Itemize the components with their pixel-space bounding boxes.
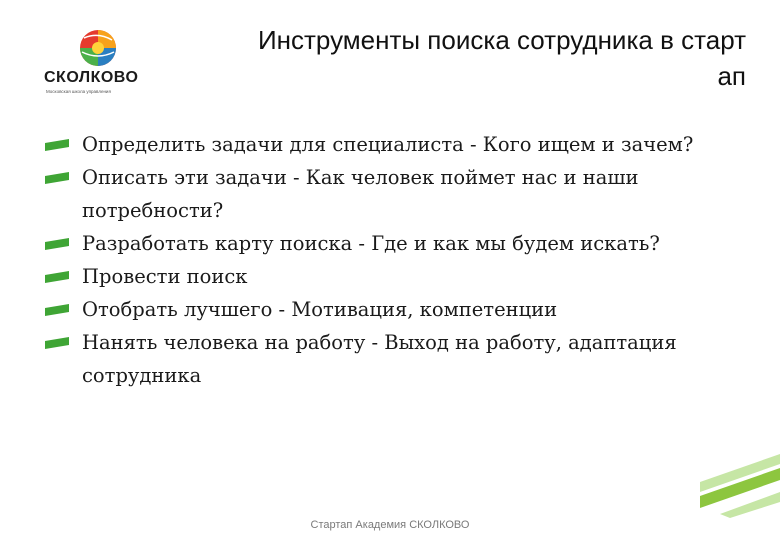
bullet-text: Описать эти задачи - Как человек поймет нас и наши потребности? <box>82 166 639 222</box>
footer-text: Стартап Академия СКОЛКОВО <box>310 519 470 531</box>
list-item <box>44 161 764 227</box>
bullet-text: Провести поиск <box>82 265 248 288</box>
green-bullet-icon <box>44 336 70 350</box>
green-bullet-icon <box>44 237 70 251</box>
skolkovo-logo <box>40 28 150 100</box>
green-bullet-icon <box>44 171 70 185</box>
logo-name: СКОЛКОВО <box>44 69 139 86</box>
slide-title: Инструменты поиска сотрудника в старт ап <box>257 25 746 91</box>
bullet-text: Разработать карту поиска - Где и как мы будем искать? <box>82 232 660 255</box>
bullet-list <box>44 128 764 392</box>
green-bullet-icon <box>44 303 70 317</box>
bullet-text: Отобрать лучшего - Мотивация, компетенции <box>82 298 558 321</box>
logo-tagline: Московская школа управления <box>46 89 111 94</box>
decorative-stripes <box>700 448 780 518</box>
bullet-text: Нанять человека на работу - Выход на работу, адаптация сотрудника <box>82 331 677 387</box>
green-bullet-icon <box>44 270 70 284</box>
list-item <box>44 326 764 392</box>
list-item <box>44 260 764 293</box>
list-item <box>44 128 764 161</box>
green-bullet-icon <box>44 138 70 152</box>
list-item <box>44 293 764 326</box>
bullet-text: Определить задачи для специалиста - Кого ищем и зачем? <box>82 133 694 156</box>
list-item <box>44 227 764 260</box>
skolkovo-logo-icon <box>78 28 118 68</box>
